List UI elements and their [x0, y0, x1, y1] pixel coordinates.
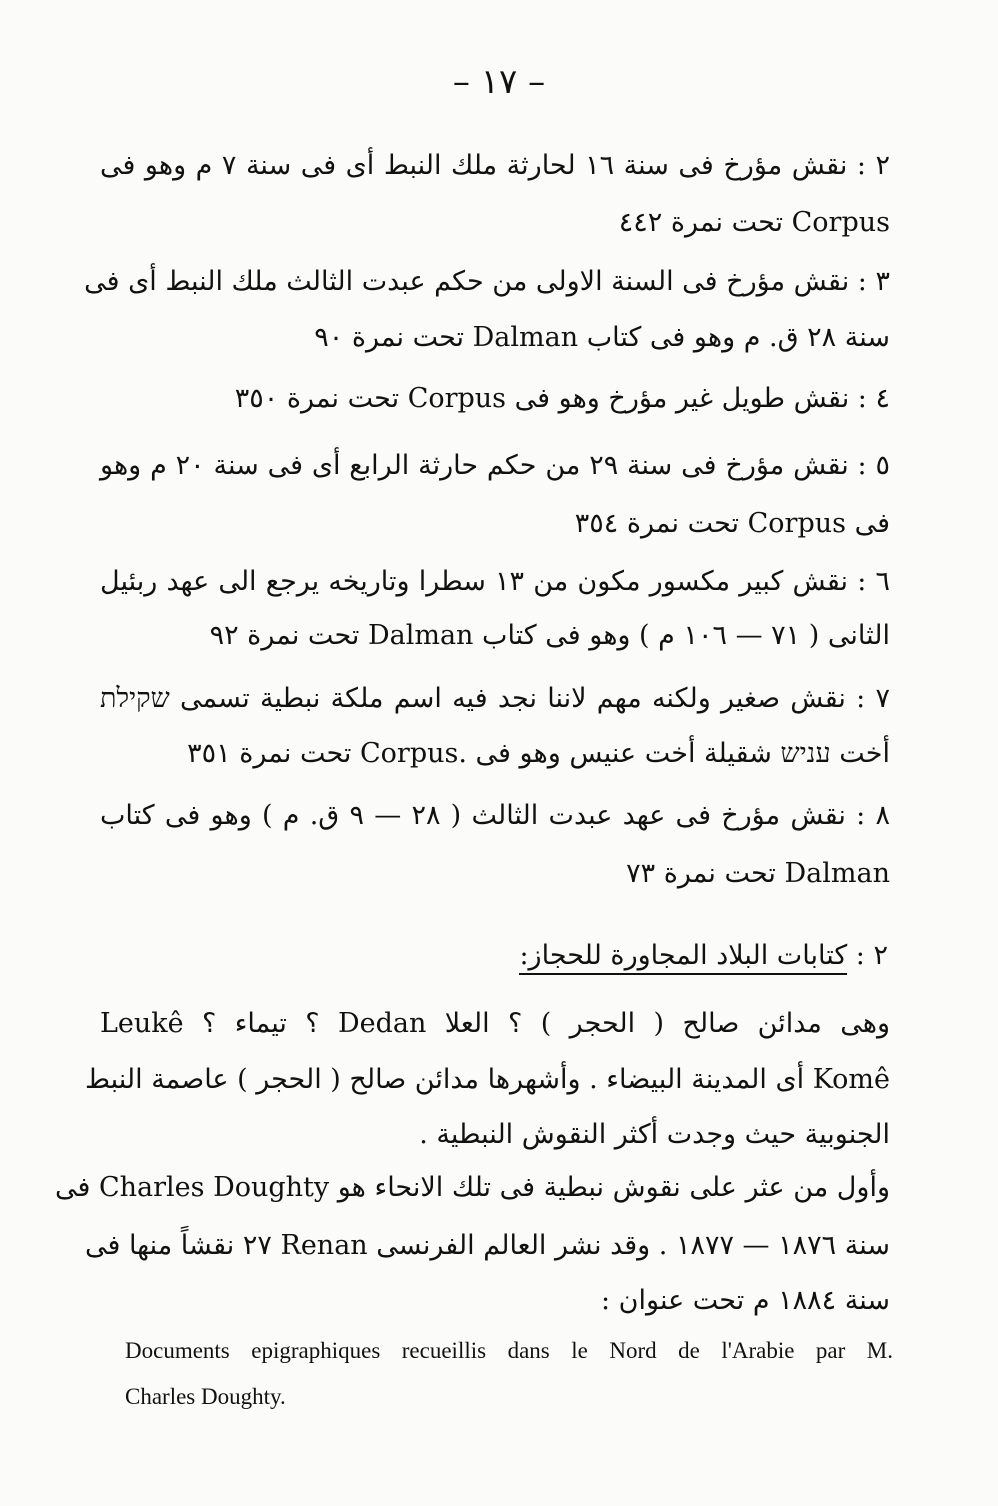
item-6-line-1: ٦ : نقش كبير مكسور مكون من ١٣ سطرا وتاريخه يرجع الى عهد ربئيل	[100, 566, 890, 597]
item-2-line-2: Corpus تحت نمرة ٤٤٢	[618, 207, 890, 238]
paragraph-2-line-2: سنة ١٨٧٦ — ١٨٧٧ . وقد نشر العالم الفرنسى Renan ٢٧ نقشاً منها فى	[84, 1230, 890, 1261]
section-heading	[519, 940, 888, 971]
item-8-line-1: ٨ : نقش مؤرخ فى عهد عبدت الثالث ( ٢٨ — ٩ ق. م ) وهو فى كتاب	[100, 800, 890, 831]
paragraph-1-line-1: وهى مدائن صالح ( الحجر ) ؟ العلا Dedan ؟ تيماء ؟ Leukê	[100, 1008, 890, 1039]
item-3-line-2: سنة ٢٨ ق. م وهو فى كتاب Dalman تحت نمرة ٩٠	[314, 322, 890, 353]
page-number: – ١٧ –	[452, 62, 546, 102]
item-2-line-1: ٢ : نقش مؤرخ فى سنة ١٦ لحارثة ملك النبط أى فى سنة ٧ م وهو فى	[100, 150, 890, 181]
french-title-line-1: Documents epigraphiques recueillis dans le Nord de l'Arabie par M.	[125, 1338, 893, 1363]
paragraph-2-line-1: وأول من عثر على نقوش نبطية فى تلك الانحاء هو Charles Doughty فى	[54, 1172, 890, 1203]
section-heading-title: كتابات البلاد المجاورة للحجاز:	[519, 940, 847, 975]
item-5-line-2: فى Corpus تحت نمرة ٣٥٤	[574, 508, 890, 539]
item-8-line-2: Dalman تحت نمرة ٧٣	[626, 858, 890, 889]
paragraph-1-line-3: الجنوبية حيث وجدت أكثر النقوش النبطية .	[419, 1119, 890, 1150]
item-5-line-1: ٥ : نقش مؤرخ فى سنة ٢٩ من حكم حارثة الرابع أى فى سنة ٢٠ م وهو	[100, 450, 890, 481]
item-7-line-1: ٧ : نقش صغير ولكنه مهم لاننا نجد فيه اسم ملكة نبطية تسمى שקילת	[100, 683, 890, 714]
paragraph-1-line-2: Komê أى المدينة البيضاء . وأشهرها مدائن صالح ( الحجر ) عاصمة النبط	[84, 1064, 890, 1095]
item-3-line-1: ٣ : نقش مؤرخ فى السنة الاولى من حكم عبدت الثالث ملك النبط أى فى	[84, 266, 890, 297]
french-title-line-2: Charles Doughty.	[125, 1384, 286, 1409]
paragraph-2-line-3: سنة ١٨٨٤ م تحت عنوان :	[601, 1285, 890, 1316]
item-6-line-2: الثانى ( ٧١ — ١٠٦ م ) وهو فى كتاب Dalman تحت نمرة ٩٢	[209, 620, 890, 651]
item-4-line-1: ٤ : نقش طويل غير مؤرخ وهو فى Corpus تحت نمرة ٣٥٠	[234, 383, 890, 414]
item-7-line-2: أخت עניש شقيلة أخت عنيس وهو فى .Corpus تحت نمرة ٣٥١	[187, 738, 890, 769]
section-heading-number: ٢ :	[855, 940, 888, 971]
